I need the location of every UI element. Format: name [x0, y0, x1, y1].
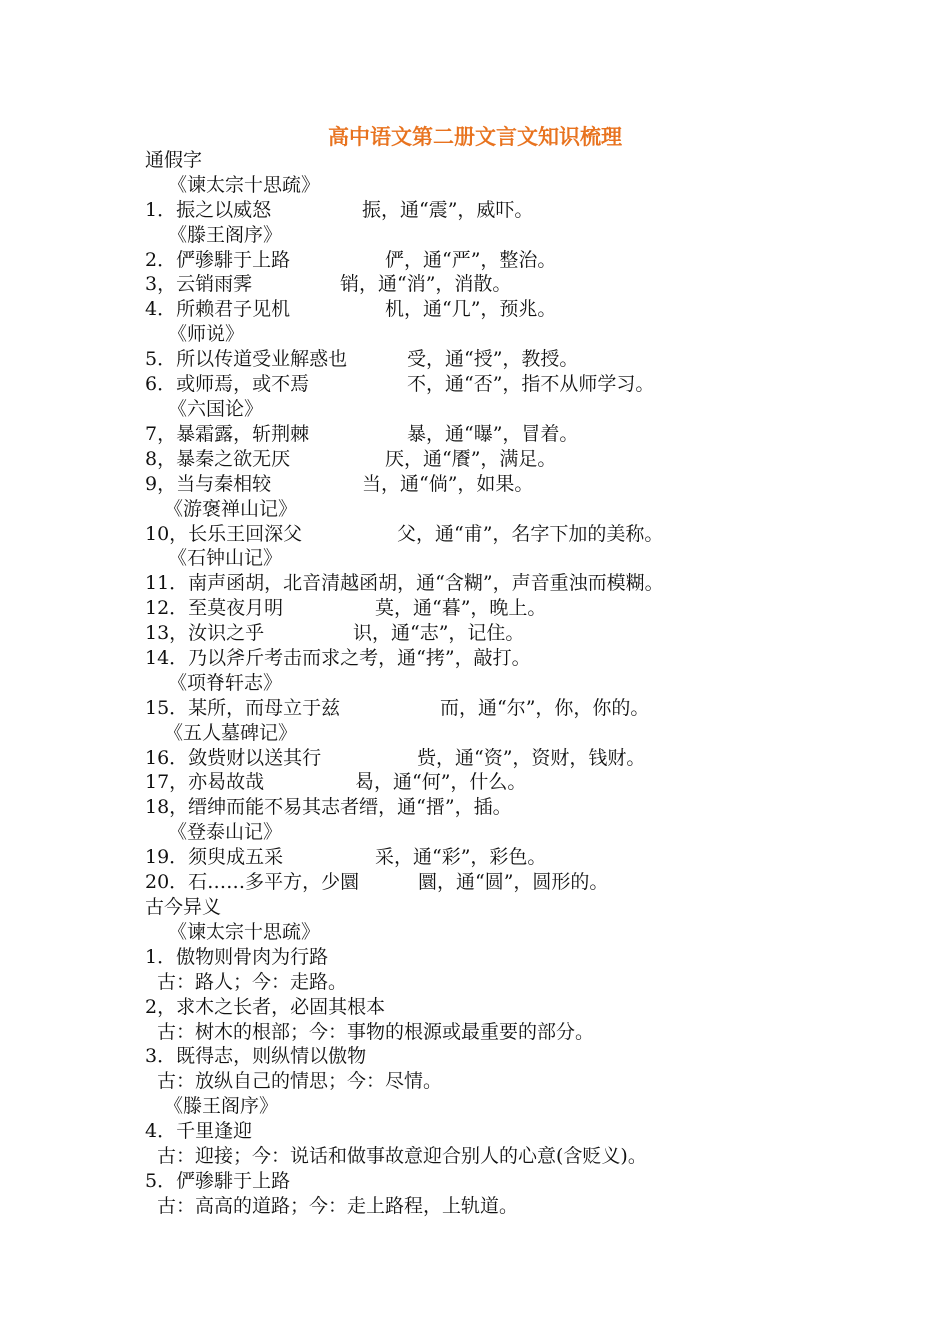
item-gloss: 莫，通“暮”，晚上。 [375, 597, 547, 619]
item-text: 14．乃以斧斤考击而求之考，通“拷”，敲打。 [145, 647, 531, 669]
item-text: 12．至莫夜月明 [145, 597, 284, 619]
item-text: 15．某所，而母立于兹 [145, 697, 341, 719]
item-text: 4．所赖君子见机 [145, 298, 291, 320]
list-item [145, 646, 531, 671]
item-text: 19．须臾成五采 [145, 846, 284, 868]
item-text: 11．南声函胡，北音清越函胡，通“含糊”，声音重浊而模糊。 [145, 572, 664, 594]
book-title [168, 546, 282, 571]
list-item [145, 1169, 290, 1194]
list-item [145, 746, 646, 771]
book-title [168, 173, 320, 198]
item-text: 9，当与秦相较 [145, 473, 272, 495]
book-title-text: 《游褒禅山记》 [164, 498, 298, 520]
book-title-text: 《五人墓碑记》 [164, 722, 298, 744]
list-item [145, 447, 557, 472]
item-text: 1．傲物则骨肉为行路 [145, 946, 329, 968]
item-gloss: 当，通“倘”，如果。 [362, 473, 534, 495]
list-item [145, 272, 512, 297]
item-text: 20．石……多平方，少圜 [145, 871, 360, 893]
list-item [145, 770, 527, 795]
usage-note [157, 1144, 647, 1169]
item-text: 16．敛赀财以送其行 [145, 747, 322, 769]
section-heading-gujin [145, 895, 221, 920]
book-title-text: 《师说》 [168, 323, 245, 345]
item-gloss: 振，通“震”，威吓。 [362, 199, 534, 221]
item-text: 5．所以传道受业解惑也 [145, 348, 348, 370]
list-item [145, 870, 609, 895]
item-gloss: 识，通“志”，记住。 [353, 622, 525, 644]
item-text: 7，暴霜露，斩荆棘 [145, 423, 310, 445]
usage-note-text: 古：树木的根部；今：事物的根源或最重要的部分。 [157, 1021, 595, 1043]
usage-note [157, 1069, 442, 1094]
item-text: 5．俨骖騑于上路 [145, 1170, 291, 1192]
list-item [145, 198, 534, 223]
item-gloss: 机，通“几”，预兆。 [385, 298, 557, 320]
book-title-text: 《滕王阁序》 [168, 224, 283, 246]
list-item [145, 372, 655, 397]
section-heading-text: 通假字 [145, 149, 203, 171]
list-item [145, 422, 579, 447]
list-item [145, 795, 512, 820]
item-text: 10，长乐王回深父 [145, 523, 303, 545]
book-title [168, 397, 263, 422]
book-title [168, 322, 244, 347]
list-item [145, 1119, 252, 1144]
item-gloss: 暴，通“曝”，冒着。 [407, 423, 579, 445]
item-text: 2．俨骖騑于上路 [145, 249, 291, 271]
book-title-text: 《登泰山记》 [168, 821, 283, 843]
item-gloss: 赀，通“资”，资财，钱财。 [417, 747, 646, 769]
list-item [145, 522, 664, 547]
list-item [145, 845, 547, 870]
list-item [145, 571, 664, 596]
item-gloss: 俨，通“严”，整治。 [385, 249, 557, 271]
usage-note-text: 古：迎接；今：说话和做事故意迎合别人的心意(含贬义)。 [157, 1145, 647, 1167]
list-item [145, 995, 385, 1020]
list-item [145, 696, 650, 721]
usage-note-text: 古：高高的道路；今：走上路程，上轨道。 [157, 1195, 519, 1217]
item-gloss: 父，通“甫”，名字下加的美称。 [397, 523, 664, 545]
item-gloss: 受，通“授”，教授。 [407, 348, 579, 370]
item-gloss: 不，通“否”，指不从师学习。 [407, 373, 655, 395]
book-title [168, 671, 282, 696]
usage-note [157, 1020, 594, 1045]
item-text: 18，缙绅而能不易其志者缙，通“搢”，插。 [145, 796, 512, 818]
list-item [145, 297, 557, 322]
item-text: 17，亦曷故哉 [145, 771, 265, 793]
item-gloss: 销，通“消”，消散。 [340, 273, 512, 295]
list-item [145, 945, 328, 970]
book-title-text: 《石钟山记》 [168, 547, 283, 569]
item-text: 2，求木之长者，必固其根本 [145, 996, 386, 1018]
book-title-text: 《六国论》 [168, 398, 264, 420]
item-text: 13，汝识之乎 [145, 622, 265, 644]
list-item [145, 347, 579, 372]
book-title [168, 820, 282, 845]
item-gloss: 采，通“彩”，彩色。 [375, 846, 547, 868]
book-title [168, 920, 320, 945]
book-title-text: 《谏太宗十思疏》 [168, 174, 321, 196]
item-gloss: 而，通“尔”，你，你的。 [440, 697, 650, 719]
item-gloss: 厌，通“餍”，满足。 [385, 448, 557, 470]
page-title: 高中语文第二册文言文知识梳理 [328, 125, 622, 149]
book-title-text: 《项脊轩志》 [168, 672, 283, 694]
item-text: 8，暴秦之欲无厌 [145, 448, 291, 470]
list-item [145, 1044, 366, 1069]
usage-note-text: 古：放纵自己的情思；今：尽情。 [157, 1070, 443, 1092]
usage-note [157, 1194, 518, 1219]
book-title [164, 497, 297, 522]
list-item [145, 248, 557, 273]
book-title [164, 1094, 278, 1119]
section-heading-tongjia [145, 148, 202, 173]
item-gloss: 圜，通“圆”，圆形的。 [418, 871, 609, 893]
item-text: 3．既得志，则纵情以傲物 [145, 1045, 367, 1067]
list-item [145, 621, 525, 646]
item-gloss: 曷，通“何”，什么。 [355, 771, 527, 793]
list-item [145, 472, 534, 497]
book-title [164, 721, 297, 746]
usage-note [157, 970, 347, 995]
book-title-text: 《滕王阁序》 [164, 1095, 279, 1117]
book-title-text: 《谏太宗十思疏》 [168, 921, 321, 943]
list-item [145, 596, 547, 621]
item-text: 6．或师焉，或不焉 [145, 373, 310, 395]
book-title [168, 223, 282, 248]
item-text: 1．振之以威怒 [145, 199, 272, 221]
section-heading-text: 古今异义 [145, 896, 222, 918]
item-text: 4．千里逢迎 [145, 1120, 253, 1142]
item-text: 3，云销雨霁 [145, 273, 253, 295]
usage-note-text: 古：路人；今：走路。 [157, 971, 348, 993]
